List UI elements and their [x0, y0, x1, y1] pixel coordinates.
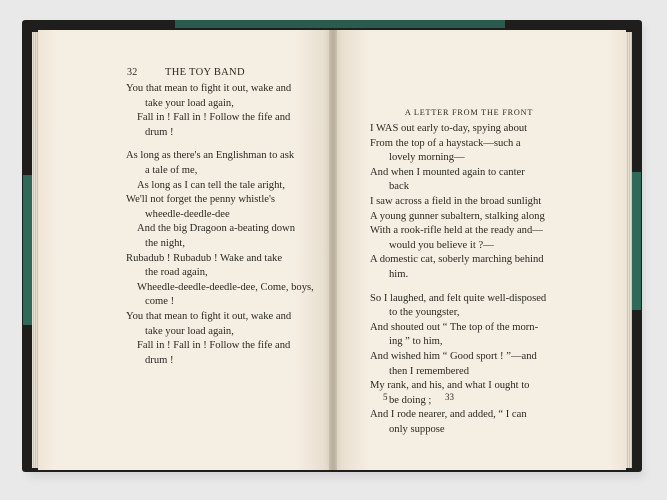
poem-line: You that mean to fight it out, wake and [126, 310, 292, 322]
poem-line: lovely morning— [389, 152, 465, 164]
poem-line: the road again, [145, 267, 208, 279]
poem-line: drum ! [145, 126, 174, 138]
poem-line: You that mean to fight it out, wake and [126, 83, 292, 94]
poem-line: And wished him “ Good sport ! ”—and [370, 350, 537, 362]
poem-line: a tale of me, [145, 164, 198, 176]
poem-line: A young gunner subaltern, stalking along [370, 210, 545, 222]
left-page-number: 32 [127, 67, 138, 78]
poem-line: I WAS out early to-day, spying about [370, 123, 528, 134]
poem-line: And I rode nearer, and added, “ I can [370, 409, 527, 421]
poem-line: As long as I can tell the tale aright, [137, 179, 285, 191]
cover-cloth-top [175, 20, 505, 28]
poem-line: Wheedle-deedle-deedle-dee, Come, boys, [137, 281, 314, 293]
signature-mark: 5 [383, 392, 388, 402]
poem-title: A LETTER FROM THE FRONT [404, 108, 534, 117]
poem-line: We'll not forget the penny whistle's [126, 194, 275, 206]
left-running-head [127, 66, 327, 81]
poem-line: take your load again, [145, 325, 234, 337]
poem-line: would you believe it ?— [389, 239, 494, 251]
poem-line: wheedle-deedle-dee [145, 208, 230, 220]
poem-line: then I remembered [389, 365, 470, 377]
poem-line: Rubadub ! Rubadub ! Wake and take [126, 252, 283, 264]
poem-line: Fall in ! Fall in ! Follow the fife and [137, 340, 291, 352]
poem-line: And the big Dragoon a-beating down [137, 223, 295, 235]
poem-line: take your load again, [145, 97, 234, 109]
poem-line: come ! [145, 296, 175, 308]
poem-line: From the top of a haystack—such a [370, 137, 521, 149]
poem-line: ing ” to him, [389, 336, 443, 348]
right-page-number: 33 [445, 392, 454, 402]
poem-line: drum ! [145, 354, 174, 366]
poem-line: Fall in ! Fall in ! Follow the fife and [137, 112, 291, 124]
poem-line: him. [389, 268, 409, 280]
poem-line: only suppose [389, 423, 445, 435]
poem-line: My rank, and his, and what I ought to [370, 380, 530, 392]
poem-line: And when I mounted again to canter [370, 166, 525, 178]
right-poem-text [370, 122, 550, 437]
poem-line: With a rook-rifle held at the ready and— [370, 225, 543, 237]
poem-line: be doing ; [389, 394, 432, 406]
running-head-title: THE TOY BAND [165, 67, 245, 78]
poem-line: As long as there's an Englishman to ask [126, 150, 295, 162]
poem-line: A domestic cat, soberly marching behind [370, 254, 544, 266]
stanza-break [126, 140, 336, 149]
left-poem-text [126, 82, 336, 368]
poem-line: the night, [145, 237, 186, 249]
poem-line: I saw across a field in the broad sunlight [370, 195, 542, 207]
page-edges-right [625, 32, 632, 468]
stanza-break [370, 283, 550, 292]
poem-line: back [389, 181, 409, 193]
poem-line: to the youngster, [389, 307, 460, 319]
poem-line: And shouted out “ The top of the morn- [370, 321, 539, 333]
poem-line: So I laughed, and felt quite well-disposed [370, 292, 547, 304]
